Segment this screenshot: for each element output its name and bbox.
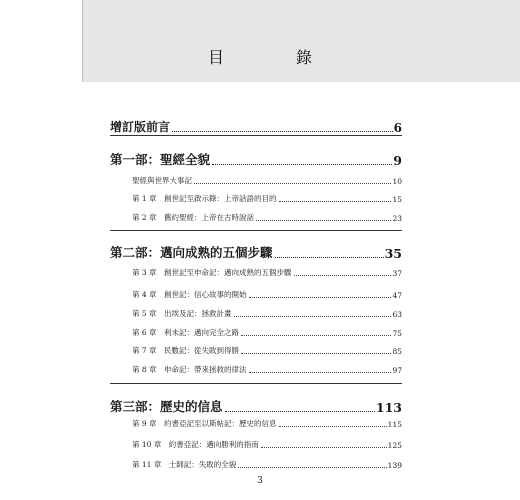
dot-leader xyxy=(172,131,393,132)
dot-leader xyxy=(194,183,391,184)
dot-leader xyxy=(275,257,384,258)
toc-entry-title: 第 7 章 民數記：從失敗到得勝 xyxy=(132,346,240,355)
page-title: 目 錄 xyxy=(207,48,340,67)
toc-entry-title: 第 10 章 約書亞記：邁向勝利的指南 xyxy=(132,440,259,449)
dot-leader xyxy=(234,316,392,317)
toc-entry-page: 85 xyxy=(392,347,402,356)
dot-leader xyxy=(249,372,392,373)
toc-entry-page: 47 xyxy=(392,291,402,300)
toc-entry[interactable] xyxy=(132,175,402,186)
toc-entry[interactable] xyxy=(132,327,402,338)
toc-part-title: 第一部：聖經全貌 xyxy=(110,152,211,167)
page-number: 3 xyxy=(257,476,263,486)
toc-part-page: 9 xyxy=(393,153,402,168)
toc-entry-page: 139 xyxy=(387,461,402,470)
dot-leader xyxy=(279,426,387,427)
dot-leader xyxy=(261,447,387,448)
toc-preface[interactable] xyxy=(110,118,402,135)
toc-entry-title: 第 3 章 創世記至申命記：邁向成熟的五個步驟 xyxy=(132,268,292,277)
toc-entry-page: 125 xyxy=(387,441,402,450)
toc-entry[interactable] xyxy=(132,439,402,450)
toc-entry[interactable] xyxy=(132,289,402,300)
dot-leader xyxy=(225,411,375,412)
dot-leader xyxy=(212,164,392,165)
toc-entry-title: 第 1 章 創世記至啟示錄：上帝話語的目的 xyxy=(132,194,277,203)
toc-entry-page: 37 xyxy=(392,269,402,278)
toc-entry-title: 第 4 章 創世記：信心故事的開始 xyxy=(132,290,247,299)
toc-entry[interactable] xyxy=(132,212,402,223)
toc-entry[interactable] xyxy=(132,267,402,278)
toc-part-3[interactable] xyxy=(110,397,402,415)
toc-entry-title: 第 11 章 士師記：失敗的全貌 xyxy=(132,460,237,469)
toc-part-2[interactable] xyxy=(110,243,402,261)
toc-part-page: 113 xyxy=(375,400,402,415)
divider-line xyxy=(110,135,402,136)
dot-leader xyxy=(256,220,391,221)
toc-part-page: 35 xyxy=(384,246,402,261)
toc-entry-page: 75 xyxy=(392,329,402,338)
divider-line xyxy=(110,230,402,231)
toc-entry-page: 97 xyxy=(392,366,402,375)
toc-entry-page: 23 xyxy=(392,214,402,223)
dot-leader xyxy=(241,353,391,354)
toc-entry-page: 63 xyxy=(392,310,402,319)
toc-part-title: 第二部：邁向成熟的五個步驟 xyxy=(110,245,273,260)
toc-entry-title: 第 6 章 利未記：邁向完全之路 xyxy=(132,328,240,337)
toc-entry-title: 第 9 章 約書亞記至以斯帖記：歷史的信息 xyxy=(132,419,277,428)
dot-leader xyxy=(238,467,386,468)
dot-leader xyxy=(249,297,392,298)
header-divider xyxy=(82,0,83,82)
divider-line xyxy=(110,383,402,384)
toc-part-1[interactable] xyxy=(110,150,402,168)
toc-entry-title: 第 5 章 出埃及記：拯救計畫 xyxy=(132,309,232,318)
toc-preface-page: 6 xyxy=(393,121,402,135)
toc-preface-title: 增訂版前言 xyxy=(110,120,171,134)
toc-entry-title: 第 8 章 申命記：帶來拯救的律法 xyxy=(132,365,247,374)
toc-entry[interactable] xyxy=(132,459,402,470)
toc-entry[interactable] xyxy=(132,345,402,356)
dot-leader xyxy=(241,335,391,336)
toc-entry[interactable] xyxy=(132,193,402,204)
toc-entry-page: 10 xyxy=(392,177,402,186)
toc-entry-page: 15 xyxy=(392,195,402,204)
toc-entry[interactable] xyxy=(132,364,402,375)
dot-leader xyxy=(279,201,392,202)
toc-entry-title: 聖經與世界大事記 xyxy=(132,176,192,185)
toc-entry-title: 第 2 章 舊約聖經：上帝在古時說話 xyxy=(132,213,255,222)
toc-part-title: 第三部：歷史的信息 xyxy=(110,399,223,414)
toc-entry[interactable] xyxy=(132,308,402,319)
toc-entry-page: 115 xyxy=(387,420,402,429)
header-band xyxy=(83,0,520,82)
toc-entry[interactable] xyxy=(132,418,402,429)
dot-leader xyxy=(294,275,392,276)
